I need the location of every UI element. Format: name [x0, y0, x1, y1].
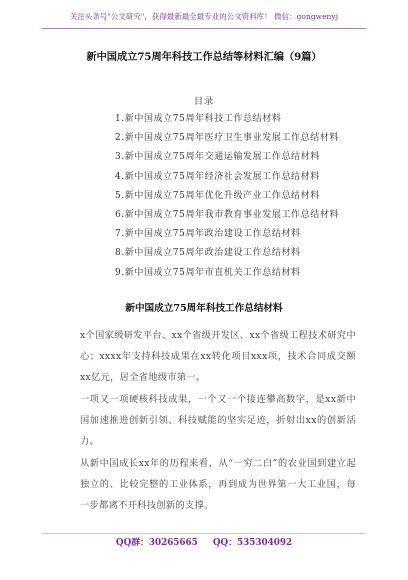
- toc-item: 7.新中国成立75周年政治建设工作总结材料: [115, 229, 301, 240]
- toc-item: 6.新中国成立75周年我市教育事业发展工作总结材料: [115, 209, 340, 220]
- document-title: 新中国成立75周年科技工作总结等材料汇编（9篇）: [86, 51, 322, 63]
- footer-contact: [0, 535, 408, 548]
- header-banner: 关注头条号"公文研究"，获得最新最全最专业的公文资料库！ 微信：gongwenyj: [69, 12, 339, 21]
- body-paragraph: 从新中国成长xx年的历程来看，从“一穷二白”的农业国到建立起独立的、比较完整的工业体系，再到成为世界第一大工业国，每一步都离不开科技创新的支撑。: [80, 458, 356, 511]
- toc-item: 2.新中国成立75周年医疗卫生事业发展工作总结材料: [115, 133, 340, 144]
- toc-item: 1.新中国成立75周年科技工作总结材料: [115, 114, 282, 124]
- header-divider: [42, 28, 366, 29]
- body-paragraph: x个国家级研发平台、xx个省级开发区、xx个省级工程技术研究中心；xxxx年支持科技成果在xx转化项目xxx项，技术合同成交额xx亿元，居全省地级市第一。: [80, 330, 356, 383]
- table-of-contents: [115, 110, 339, 283]
- toc-item: 8.新中国成立75周年政治建设工作总结材料: [115, 248, 301, 259]
- toc-item: 4.新中国成立75周年经济社会发展工作总结材料: [115, 171, 320, 182]
- toc-item: 3.新中国成立75周年交通运输发展工作总结材料: [115, 152, 320, 163]
- qq-number: QQ：535304092: [212, 538, 293, 548]
- qq-group-number: QQ群：30265665: [115, 538, 198, 548]
- body-paragraph: 一项又一项硬核科技成果，一个又一个接连攀高数字，是xx新中国加速推进创新引领、科技赋能的坚实足迹，折射出xx的创新活力。: [80, 394, 356, 447]
- footer-divider: [42, 533, 366, 534]
- toc-heading: 目录: [193, 96, 215, 107]
- toc-item: 9.新中国成立75周年市直机关工作总结材料: [115, 267, 301, 278]
- section-title: 新中国成立75周年科技工作总结材料: [125, 303, 283, 314]
- toc-item: 5.新中国成立75周年优化升级产业工作总结材料: [115, 190, 320, 201]
